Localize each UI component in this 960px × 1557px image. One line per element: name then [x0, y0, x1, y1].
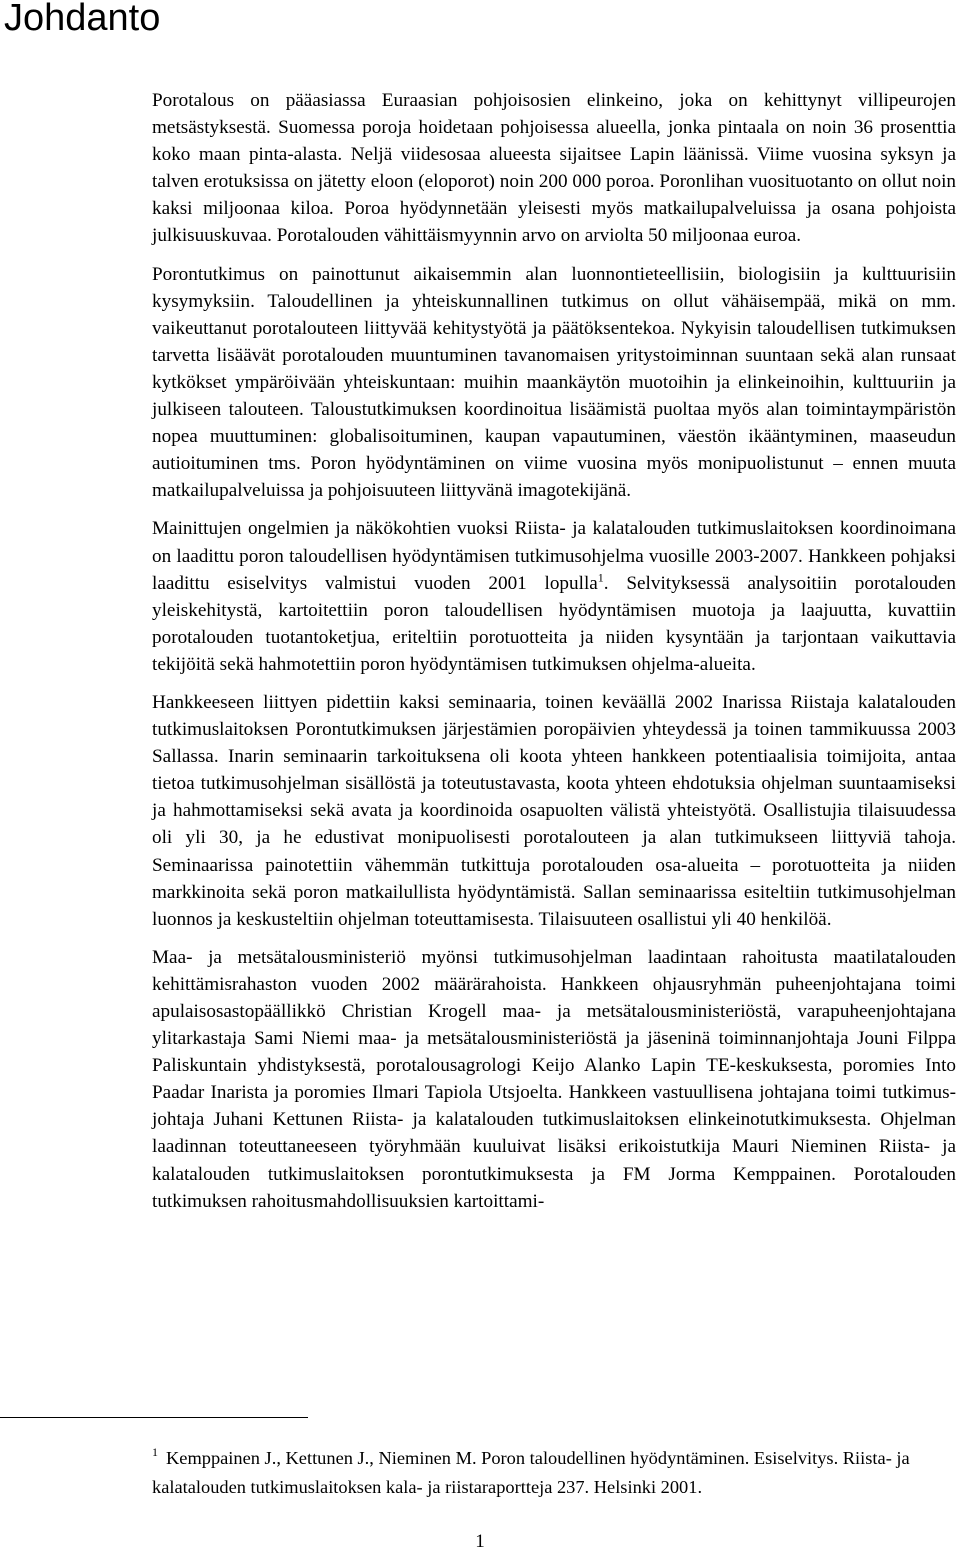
- paragraph-4: Hankkeeseen liittyen pidettiin kaksi seminaaria, toinen keväällä 2002 Inarissa Riistaja kalatalouden tutkimuslaitoksen Porontutkimuksen järjestämien poropäivien yhteydessä ja toinen tammikuussa 2003 Sallassa. Inarin seminaarin tarkoituksena oli koota yhteen hankkeen potentiaalisia toimijoita, antaa tietoa tutkimusohjelman sisällöstä ja toteutustavasta, koota yhteen ehdotuksia ohjelman suuntaamiseksi ja hahmottamiseksi sekä avata ja koordinoida osapuolten välistä yhteistyötä. Osallistujia tilaisuudessa oli yli 30, ja he edustivat monipuolisesti porotalouteen ja alan tutkimukseen liittyviä tahoja. Seminaarissa painotettiin vähemmän tutkittuja porotalouden osa-alueita – porotuotteita ja niiden markkinoita sekä poron matkailullista hyödyntämistä. Sallan seminaarissa esiteltiin tutkimusohjelman luonnos ja keskusteltiin ohjelman toteuttamisesta. Tilaisuuteen osallistui yli 40 henkilöä.: [152, 691, 956, 930]
- paragraph-3-text-after: . Selvityksessä analysoitiin porotalouden yleiskehitystä, kartoitettiin poron taloudellisen hyödyntämisen muotoja ja laajuutta, kuvattiin porotalouden tuotantoketjua, eriteltiin porotuotteita ja niiden kysyntään ja tarjontaan vaikuttavia tekijöitä sekä hahmotettiin poron hyödyntämisen tutkimuksen ohjelma-alueita.: [152, 572, 956, 675]
- footnote-number: 1: [152, 1445, 158, 1459]
- paragraph-3-text-before: Mainittujen ongelmien ja näkökohtien vuoksi Riista- ja kalatalouden tutkimuslaitoksen koordinoimana on laadittu poron taloudellisen hyödyntämisen tutkimusohjelma vuosille 2003-2007. Hankkeen pohjaksi laadittu esiselvitys valmistui vuoden 2001 lopulla: [152, 518, 956, 594]
- body-text: [152, 87, 956, 1226]
- footnote-divider: [0, 1417, 308, 1418]
- paragraph-2: Porontutkimus on painottunut aikaisemmin alan luonnontieteellisiin, biologisiin ja kulttuurisiin kysymyksiin. Taloudellinen ja yhteiskunnallinen tutkimus on ollut vähäisempää, mikä on mm. vaikeuttanut porotalouteen liittyvää kehitystyötä ja päätöksentekoa. Nykyisin taloudellisen tutkimuksen tarvetta lisäävät porotalouden muuntuminen tavanomaisen yritystoiminnan suuntaan sekä alan runsaat kytkökset ympäröivään yhteiskuntaan: muihin maankäytön muotoihin ja elinkeinoihin, kulttuuriin ja julkiseen talouteen. Taloustutkimuksen koordinoitua lisäämistä puoltaa myös alan toimintaympäristön nopea muuttuminen: globalisoituminen, kaupan vapautuminen, väestön ikääntyminen, maaseudun autioituminen tms. Poron hyödyntäminen on viime vuosina myös monipuolistunut – ennen muuta matkailupalveluissa ja pohjoisuuteen liittyvänä imagotekijänä.: [152, 263, 956, 502]
- paragraph-3: [152, 515, 956, 678]
- footnote-text: Kemppainen J., Kettunen J., Nieminen M. Poron taloudellinen hyödyntäminen. Esiselvitys. Riista- ja kalatalouden tutkimuslaitoksen kala- ja riistaraportteja 237. Helsinki 2001.: [152, 1448, 910, 1497]
- footnote-reference[interactable]: 1: [597, 570, 604, 585]
- paragraph-5: Maa- ja metsätalousministeriö myönsi tutkimusohjelman laadintaan rahoitusta maatilatalouden kehittämisrahaston vuoden 2002 määrärahoista. Hankkeen ohjausryhmän puheenjohtajana toimi apulaisosastopäällikkö Christian Krogell maa- ja metsätalousministeriöstä, varapuheenjohtajana ylitarkastaja Sami Niemi maa- ja metsätalousministeriöstä ja jäseninä toiminnanjohtaja Jouni Filppa Paliskuntain yhdistyksestä, porotalousagrologi Keijo Alanko Lapin TE-keskuksesta, poromies Into Paadar Inarista ja poromies Ilmari Tapiola Utsjoelta. Hankkeen vastuullisena johtajana toimi tutkimusjohtaja Juhani Kettunen Riista- ja kalatalouden tutkimuslaitoksen elinkeinotutkimuksesta. Ohjelman laadinnan toteuttaneeseen työryhmään kuuluivat lisäksi erikoistutkija Mauri Nieminen Riista- ja kalatalouden tutkimuslaitoksen porontutkimuksesta ja FM Jorma Kemppainen. Porotalouden tutkimuksen rahoitusmahdollisuuksien kartoittami-: [152, 946, 956, 1212]
- paragraph-1: Porotalous on pääasiassa Euraasian pohjoisosien elinkeino, joka on kehittynyt villipeurojen metsästyksestä. Suomessa poroja hoidetaan pohjoisessa alueella, jonka pintaala on noin 36 prosenttia koko maan pinta-alasta. Neljä viidesosaa alueesta sijaitsee Lapin läänissä. Viime vuosina syksyn ja talven erotuksissa on jätetty eloon (eloporot) noin 200 000 poroa. Poronlihan vuosituotanto on ollut noin kaksi miljoonaa kiloa. Poroa hyödynnetään yleisesti myös matkailupalveluissa ja osana pohjoista julkisuuskuvaa. Porotalouden vähittäismyynnin arvo on arviolta 50 miljoonaa euroa.: [152, 90, 956, 247]
- page-number: 1: [475, 1531, 485, 1552]
- footnote: [152, 1445, 956, 1501]
- page-title: Johdanto: [4, 0, 161, 39]
